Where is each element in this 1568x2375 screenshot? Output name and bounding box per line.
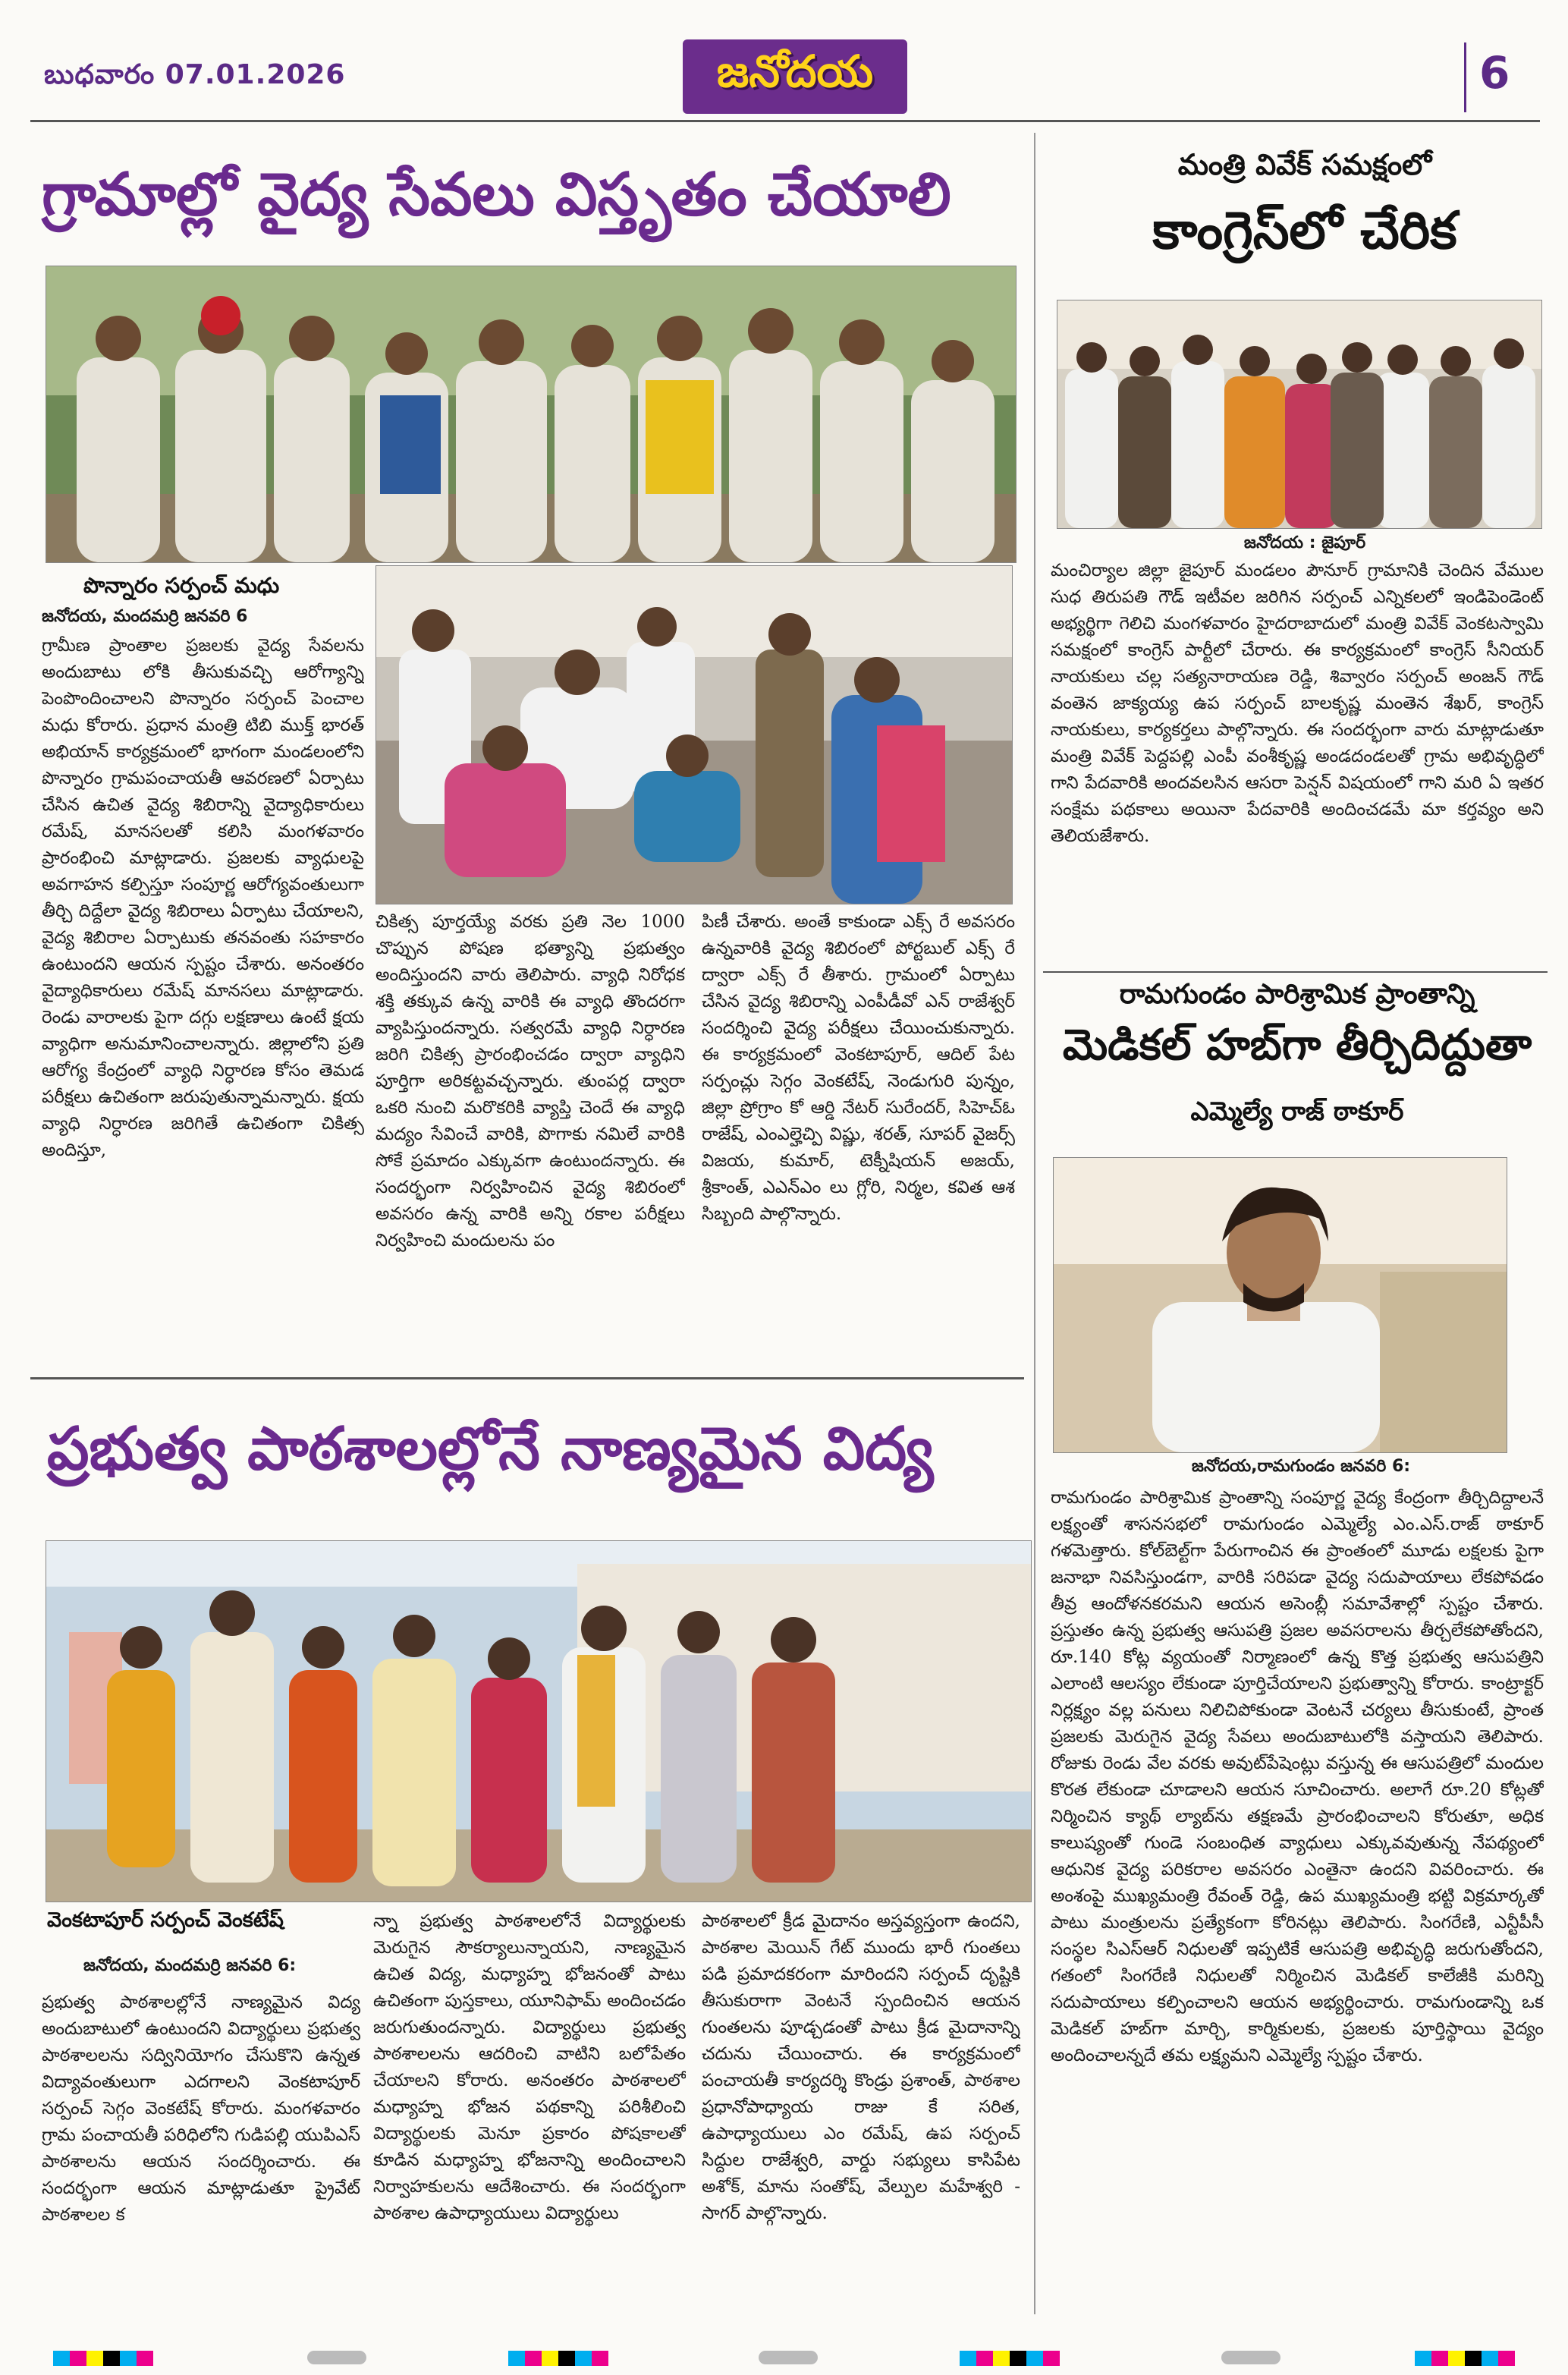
story3-byline: ఎమ్మెల్యే రాజ్ ఠాకూర్ xyxy=(1190,1096,1404,1127)
story1-body-col1: గ్రామీణ ప్రాంతాల ప్రజలకు వైద్య సేవలను అందుబాటు లోకి తీసుకువచ్చి ఆరోగ్యాన్ని పెంపొందించాలని పొన్నారం సర్పంచ్ పెంచాల మధు కోరారు. ప్రధాన మంత్రి టిబి ముక్త్ భారత్ అభియాన్ కార్యక్రమంలో భాగంగా మండలంలోని పొన్నారం గ్రామపంచాయతీ ఆవరణలో ఏర్పాటు చేసిన ఉచిత వైద్య శిబిరాన్ని వైద్యాధికారులు రమేష్, మానసలతో కలిసి మంగళవారం ప్రారంభించి మాట్లాడారు. ప్రజలకు వ్యాధులపై అవగాహన కల్పిస్తూ సంపూర్ణ ఆరోగ్యవంతులుగా తీర్చి దిద్దేలా వైద్య శిబిరాలు ఏర్పాటు చేయాలని, వైద్య శిబిరాల ఏర్పాటుకు తనవంతు సహకారం ఉంటుందని ఆయన స్పష్టం చేశారు. అనంతరం వైద్యాధికారులు రమేష్ మానసలు మాట్లాడారు. రెండు వారాలకు పైగా దగ్గు లక్షణాలు ఉంటే క్షయ వ్యాధిగా అనుమానించాలన్నారు. జిల్లాలోని ప్రతి ఆరోగ్య కేంద్రంలో వ్యాధి నిర్ధారణ కోసం తెమడ పరీక్షలు ఉచితంగా జరుపుతున్నామన్నారు. క్షయ వ్యాధి నిర్ధారణ జరిగితే ఉచితంగా చికిత్స అందిస్తూ, xyxy=(42,636,364,1160)
story4-photo-school xyxy=(46,1540,1032,1902)
story3-kicker: రామగుండం పారిశ్రామిక ప్రాంతాన్ని xyxy=(1119,979,1475,1010)
printer-gray-mark xyxy=(759,2351,818,2364)
newspaper-logo xyxy=(683,39,907,114)
printer-color-bar xyxy=(960,2351,1060,2366)
printer-color-bar xyxy=(1415,2351,1515,2366)
story3-body: రామగుండం పారిశ్రామిక ప్రాంతాన్ని సంపూర్ణ వైద్య కేంద్రంగా తీర్చిదిద్దాలనే లక్ష్యంతో శాసనసభలో రామగుండం ఎమ్మెల్యే ఎం.ఎస్.రాజ్ ఠాకూర్ గళమెత్తారు. కోల్‌బెల్ట్‌గా పేరుగాంచిన ఈ ప్రాంతంలో మూడు లక్షలకు పైగా జనాభా నివసిస్తుండగా, వారికి సరిపడా వైద్య సదుపాయాలు లేకపోవడం తీవ్ర ఆందోళనకరమని ఆయన అసెంబ్లీ సమావేశాల్లో స్పష్టం చేశారు. ప్రస్తుతం ఉన్న ప్రభుత్వ ఆసుపత్రి ప్రజల అవసరాలను తీర్చలేకపోతోందని, రూ.140 కోట్ల వ్యయంతో నిర్మాణంలో ఉన్న కొత్త ప్రభుత్వ ఆసుపత్రిని ఎలాంటి ఆలస్యం లేకుండా పూర్తిచేయాలని ప్రభుత్వాన్ని కోరారు. కాంట్రాక్టర్ నిర్లక్ష్యం వల్ల పనులు నిలిచిపోకుండా వెంటనే చర్యలు తీసుకుంటే, ప్రాంత ప్రజలకు మెరుగైన వైద్య సేవలు అందుబాటులోకి వస్తాయని తెలిపారు. రోజుకు రెండు వేల వరకు అవుట్‌పేషెంట్లు వస్తున్న ఈ ఆసుపత్రిలో మందుల కొరత లేకుండా చూడాలని ఆయన సూచించారు. అలాగే రూ.20 కోట్లతో నిర్మించిన క్యాథ్ ల్యాబ్‌ను తక్షణమే ప్రారంభించాలని కోరుతూ, అధిక కాలుష్యంతో గుండె సంబంధిత వ్యాధులు ఎక్కువవుతున్న నేపథ్యంలో ఆధునిక వైద్య పరికరాల అవసరం ఎంతైనా ఉందని వివరించారు. ఈ అంశంపై ముఖ్యమంత్రి రేవంత్ రెడ్డి, ఉప ముఖ్యమంత్రి భట్టి విక్రమార్కతో పాటు మంత్రులను ప్రత్యేకంగా కోరినట్లు తెలిపారు. సింగరేణి, ఎన్టీపీసీ సంస్థల సిఎస్ఆర్ నిధులతో ఇప్పటికే ఆసుపత్రి అభివృద్ధి జరుగుతోందని, గతంలో సింగరేణి నిధులతో నిర్మించిన మెడికల్ కాలేజీకి మరిన్ని సదుపాయాలు కల్పించాలని ఆయన అభ్యర్థించారు. రామగుండాన్ని ఒక మెడికల్ హబ్‌గా మార్చి, కార్మికులకు, ప్రజలకు పూర్తిస్థాయి వైద్యం అందించాలన్నదే తమ లక్ష్యమని ఎమ్మెల్యే స్పష్టం చేశారు. xyxy=(1051,1488,1544,2065)
story1-dateline: జనోదయ, మందమర్రి జనవరి 6 xyxy=(42,607,248,626)
story1-photo-medical-camp xyxy=(376,565,1013,904)
story3-photo-mla xyxy=(1053,1157,1507,1453)
story1-photo-pledge xyxy=(46,266,1017,563)
story3-dateline: జనోదయ,రామగుండం జనవరి 6: xyxy=(1191,1457,1411,1476)
story1-body-col2: చికిత్స పూర్తయ్యే వరకు ప్రతి నెల 1000 చొప్పున పోషణ భత్యాన్ని ప్రభుత్వం అందిస్తుందని వారు తెలిపారు. వ్యాధి నిరోధక శక్తి తక్కువ ఉన్న వారికి ఈ వ్యాధి తొందరగా వ్యాపిస్తుందన్నారు. సత్వరమే వ్యాధి నిర్ధారణ జరిగి చికిత్స ప్రారంభించడం ద్వారా వ్యాధిని పూర్తిగా అరికట్టవచ్చన్నారు. తుంపర్ల ద్వారా ఒకరి నుంచి మరొకరికి వ్యాప్తి చెందే ఈ వ్యాధి మద్యం సేవించే వారికి, పొగాకు నమిలే వారికి సోకే ప్రమాదం ఎక్కువగా ఉంటుందన్నారు. ఈ సందర్భంగా నిర్వహించిన వైద్య శిబిరంలో అవసరం ఉన్న వారికి అన్ని రకాల పరీక్షలు నిర్వహించి మందులను పం xyxy=(376,912,685,1250)
masthead-rule xyxy=(30,120,1540,122)
page-number: 6 xyxy=(1479,47,1510,99)
story2-kicker: మంత్రి వివేక్ సమక్షంలో xyxy=(1177,148,1432,181)
right-section-rule xyxy=(1043,971,1548,973)
column-divider xyxy=(1034,133,1035,2314)
masthead-divider xyxy=(1464,42,1466,112)
section-rule xyxy=(30,1377,1024,1379)
story4-dateline: జనోదయ, మందమర్రి జనవరి 6: xyxy=(83,1956,297,1975)
story1-column1 xyxy=(42,607,364,1388)
edition-date: బుధవారం 07.01.2026 xyxy=(44,59,346,90)
printer-color-bar xyxy=(508,2351,608,2366)
story4-headline: ప్రభుత్వ పాఠశాలల్లోనే నాణ్యమైన విద్య xyxy=(47,1415,934,1483)
story1-body-col3: పిణీ చేశారు. అంతే కాకుండా ఎక్స్ రే అవసరం ఉన్నవారికి వైద్య శిబిరంలో పోర్టబుల్ ఎక్స్ రే ద్వారా ఎక్స్ రే తీశారు. గ్రామంలో ఏర్పాటు చేసిన వైద్య శిబిరాన్ని ఎంపీడీవో ఎన్ రాజేశ్వర్ సందర్శించి వైద్య పరీక్షలు చేయించుకున్నారు. ఈ కార్యక్రమంలో వెంకటాపూర్, ఆదిల్ పేట సర్పంచ్లు సెగ్గం వెంకటేష్, నెండుగురి పున్నం, జిల్లా ప్రోగ్రాం కో ఆర్డి నేటర్ సురేందర్, సిహెచ్ఓ రాజేష్, ఎంఎల్హెచ్పి విష్ణు, శరత్, సూపర్ వైజర్స్ విజయ, కుమార్, టెక్నీషియన్ అజయ్, శ్రీకాంత్, ఎఎన్ఎం లు గ్లోరి, నిర్మల, కవిత ఆశ సిబ్బంది పాల్గొన్నారు. xyxy=(702,912,1015,1224)
printer-gray-mark xyxy=(1221,2351,1280,2364)
story2-photo-joining xyxy=(1057,300,1542,529)
story4-photo-caption: వెంకటాపూర్ సర్పంచ్ వెంకటేష్ xyxy=(47,1908,284,1932)
printer-color-bar xyxy=(53,2351,153,2366)
story2-body: మంచిర్యాల జిల్లా జైపూర్ మండలం పౌనూర్ గ్రామానికి చెందిన వేముల సుధ తిరుపతి గౌడ్ ఇటీవల జరిగిన సర్పంచ్ ఎన్నికలలో ఇండిపెండెంట్ అభ్యర్థిగా గెలిచి మంగళవారం హైదరాబాదులో మంత్రి వివేక్ వెంకటస్వామి సమక్షంలో కాంగ్రెస్ పార్టీలో చేరారు. ఈ కార్యక్రమంలో కాంగ్రెస్ సీనియర్ నాయకులు చల్ల సత్యనారాయణ రెడ్డి, శివ్వారం సర్పంచ్ అంజన్ గౌడ్ వంతెన జాక్యయ్య ఉప సర్పంచ్ బాలకృష్ణ మంతెన శేఖర్, కాంగ్రెస్ నాయకులు, కార్యకర్తలు పాల్గొన్నారు. ఈ సందర్భంగా వారు మాట్లాడుతూ మంత్రి వివేక్ పెద్దపల్లి ఎంపీ వంశీకృష్ణ అండదండలతో గ్రామ అభివృద్ధిలో గాని పేదవారికి అందవలసిన ఆసరా పెన్షన్ విషయంలో గాని మరి ఏ ఇతర సంక్షేమ పథకాలు అయినా పేదవారికి అందించడమే మా కర్తవ్యం అని తెలియజేశారు. xyxy=(1051,561,1544,846)
story4-body-col2: న్నా ప్రభుత్వ పాఠశాలలోనే విద్యార్థులకు మెరుగైన సౌకర్యాలున్నాయని, నాణ్యమైన ఉచిత విద్య, మధ్యాహ్న భోజనంతో పాటు ఉచితంగా పుస్తకాలు, యూనిఫామ్ అందించడం జరుగుతుందన్నారు. విద్యార్థులు ప్రభుత్వ పాఠశాలలను ఆదరించి వాటిని బలోపేతం చేయాలని కోరారు. అనంతరం పాఠశాలలో మధ్యాహ్న భోజన పథకాన్ని పరిశీలించి విద్యార్థులకు మెనూ ప్రకారం పోషకాలతో కూడిన మధ్యాహ్న భోజనాన్ని అందించాలని నిర్వాహకులను ఆదేశించారు. ఈ సందర్భంగా పాఠశాల ఉపాధ్యాయులు విద్యార్థులు xyxy=(373,1911,686,2223)
printer-gray-mark xyxy=(307,2351,366,2364)
story1-photo-caption: పొన్నారం సర్పంచ్ మధు xyxy=(83,573,280,598)
story3-headline: మెడికల్ హబ్‌గా తీర్చిదిద్దుతా xyxy=(1062,1021,1532,1070)
story4-body-col3: పాఠశాలలో క్రీడ మైదానం అస్తవ్యస్తంగా ఉందని, పాఠశాల మెయిన్ గేట్ ముందు భారీ గుంతలు పడి ప్రమాదకరంగా మారిందని సర్పంచ్ దృష్టికి తీసుకురాగా వెంటనే స్పందించిన ఆయన గుంతలను పూడ్చడంతో పాటు క్రీడ మైదానాన్ని చదును చేయించారు. ఈ కార్యక్రమంలో పంచాయతీ కార్యదర్శి కొండ్రు ప్రశాంత్, పాఠశాల ప్రధానోపాధ్యాయ రాజు కే సరిత, ఉపాధ్యాయులు ఎం రమేష్, ఉప సర్పంచ్ సిద్దుల రాజేశ్వరి, వార్డు సభ్యులు కాసిపేట అశోక్, మాను సంతోష్, వేల్పుల మహేశ్వరి - సాగర్ పాల్గొన్నారు. xyxy=(702,1911,1020,2223)
logo-text: జనోదయ xyxy=(716,45,874,97)
story2-dateline: జనోదయ : జైపూర్ xyxy=(1243,533,1366,552)
story1-headline: గ్రామాల్లో వైద్య సేవలు విస్తృతం చేయాలి xyxy=(42,161,951,229)
story2-headline: కాంగ్రెస్‌లో చేరిక xyxy=(1152,201,1457,261)
story4-body-col1: ప్రభుత్వ పాఠశాలల్లోనే నాణ్యమైన విద్య అందుబాటులో ఉంటుందని విద్యార్థులు ప్రభుత్వ పాఠశాలలను సద్వినియోగం చేసుకొని ఉన్నత విద్యావంతులుగా ఎదగాలని వెంకటాపూర్ సర్పంచ్ సెగ్గం వెంకటేష్ కోరారు. మంగళవారం గ్రామ పంచాయతీ పరిధిలోని గుడిపల్లి యుపిఎస్ పాఠశాలను ఆయన సందర్శించారు. ఈ సందర్భంగా ఆయన మాట్లాడుతూ ప్రైవేట్ పాఠశాలల క xyxy=(42,1993,360,2225)
